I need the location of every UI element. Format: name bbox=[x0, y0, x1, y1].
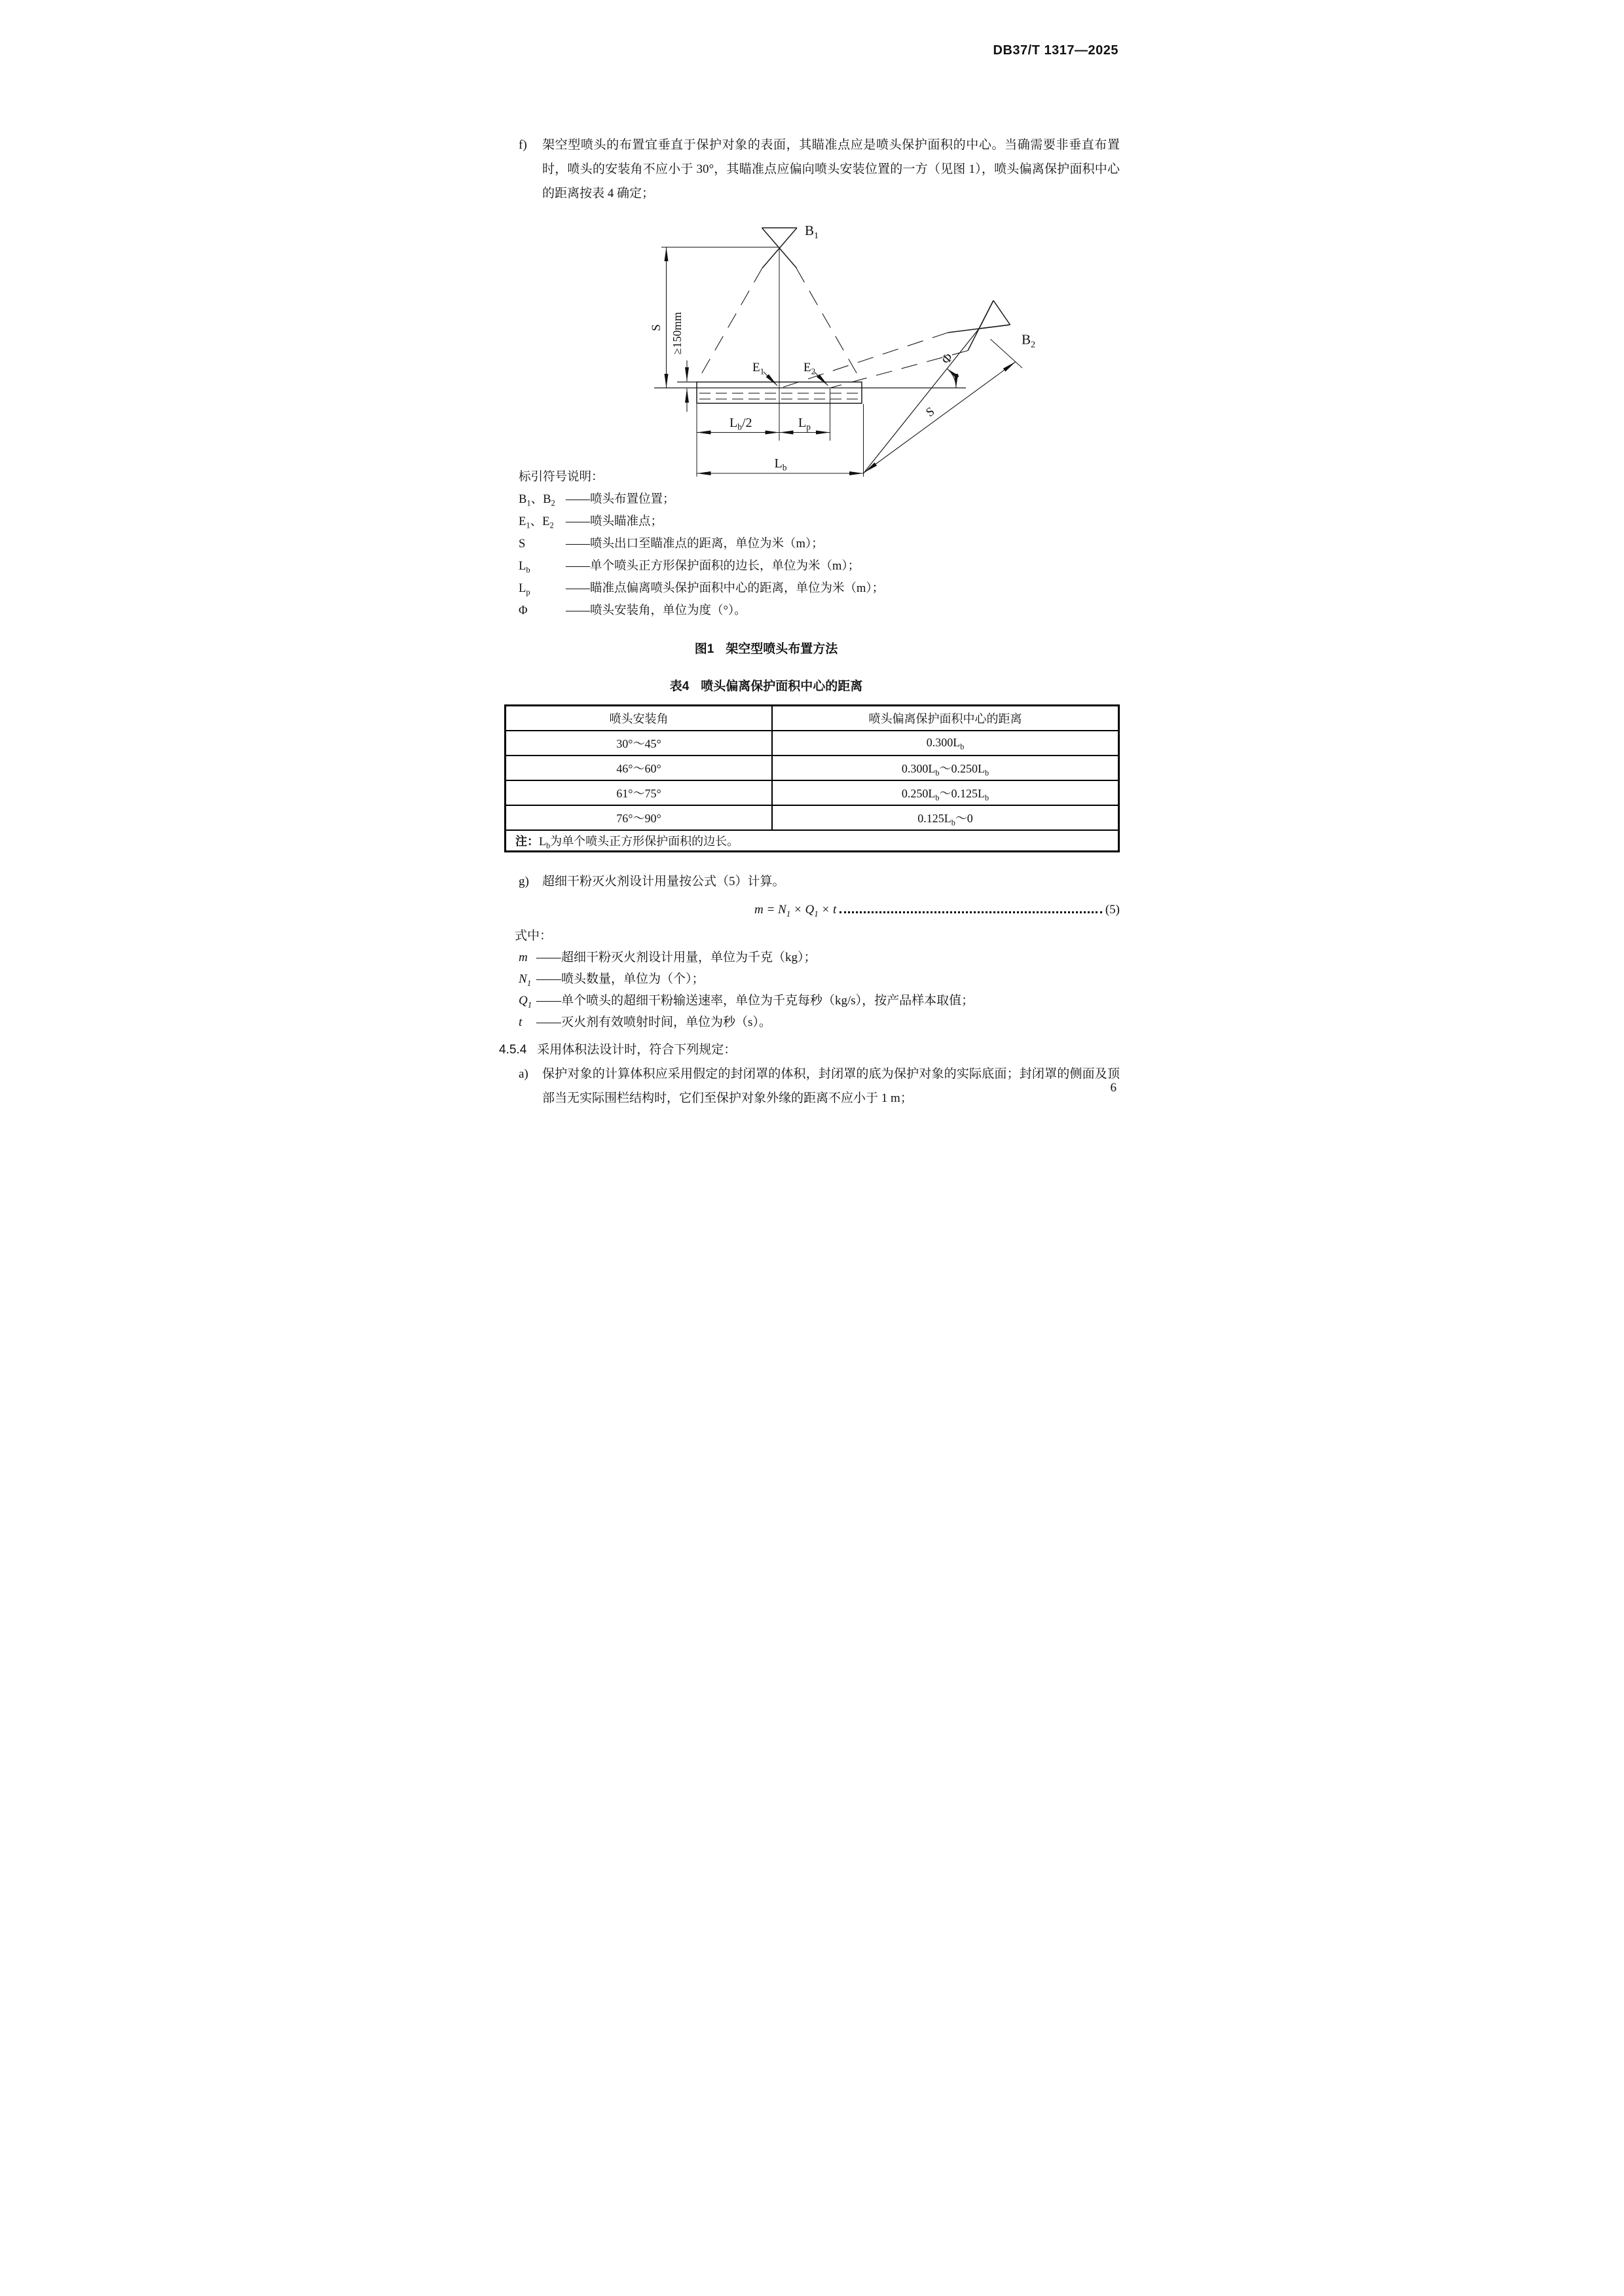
label-e1: $E_1$ bbox=[752, 361, 765, 376]
phi-angle-arc bbox=[947, 369, 956, 388]
cell-distance: $0.250L_b\sim 0.125L_b$ bbox=[772, 780, 1119, 805]
label-phi: Φ bbox=[938, 350, 956, 367]
legend-term: $L_b$ bbox=[519, 560, 530, 575]
cell-angle: 61°～75° bbox=[506, 780, 773, 805]
list-item-f-label: f) bbox=[519, 138, 527, 152]
table4-caption-title: 喷头偏离保护面积中心的距离 bbox=[701, 680, 863, 693]
legend-item-b bbox=[504, 488, 1120, 511]
table-header-distance: 喷头偏离保护面积中心的距离 bbox=[772, 706, 1119, 731]
list-item-g-text: 超细干粉灭火剂设计用量按公式（5）计算。 bbox=[542, 875, 785, 888]
cell-distance: $0.300L_b\sim 0.250L_b$ bbox=[772, 756, 1119, 780]
table-row bbox=[506, 756, 1119, 780]
legend-item-lp bbox=[504, 577, 1120, 600]
legend-desc: ——喷头布置位置； bbox=[566, 493, 675, 506]
label-e2: $E_2$ bbox=[803, 361, 816, 376]
legend-desc: ——单个喷头正方形保护面积的边长，单位为米（m）； bbox=[566, 560, 860, 573]
label-lp: $L_p$ bbox=[798, 416, 811, 432]
label-b1: $B_1$ bbox=[805, 223, 819, 241]
legend-title: 标引符号说明： bbox=[519, 471, 604, 484]
e1-leader-arrow bbox=[764, 372, 777, 386]
figure1-caption bbox=[458, 639, 1074, 657]
table-row bbox=[506, 731, 1119, 756]
formula-number: (5) bbox=[1105, 903, 1120, 917]
page-content bbox=[406, 133, 1218, 1110]
formula-expression: $m = N_1 \times Q_1 \times t$ bbox=[754, 903, 837, 919]
symbol-legend bbox=[504, 466, 1120, 622]
where-desc: ——单个喷头的超细干粉输送速率，单位为千克每秒（kg/s），按产品样本取值； bbox=[536, 994, 974, 1008]
where-item-n1 bbox=[504, 968, 1120, 990]
figure1-caption-title: 架空型喷头布置方法 bbox=[726, 642, 838, 656]
where-term: $N_1$ bbox=[519, 972, 532, 988]
s-diagonal-extension bbox=[991, 339, 1023, 368]
nozzle-b2-icon bbox=[948, 301, 1010, 351]
figure1-caption-label: 图1 bbox=[694, 642, 714, 656]
table-note-row bbox=[506, 830, 1119, 852]
table4 bbox=[504, 704, 1120, 852]
label-lb-half: $L_b/2$ bbox=[729, 416, 752, 432]
legend-term: Φ bbox=[519, 604, 528, 617]
legend-term: $B_1$、$B_2$ bbox=[519, 493, 555, 508]
table-header-angle: 喷头安装角 bbox=[506, 706, 773, 731]
where-item-t bbox=[504, 1011, 1120, 1033]
s-diagonal-dimension bbox=[864, 362, 1016, 473]
section-4-5-4 bbox=[499, 1038, 1120, 1062]
label-lb: $L_b$ bbox=[774, 456, 787, 473]
document-page bbox=[406, 0, 1218, 1148]
where-term: $Q_1$ bbox=[519, 994, 532, 1010]
legend-desc: ——喷头瞄准点； bbox=[566, 515, 663, 528]
e2-leader-arrow bbox=[815, 372, 828, 386]
list-item-a bbox=[504, 1062, 1120, 1110]
legend-item-s bbox=[504, 533, 1120, 555]
formula-5 bbox=[504, 899, 1120, 921]
table-row bbox=[506, 805, 1119, 830]
legend-term: $E_1$、$E_2$ bbox=[519, 515, 554, 530]
where-term: t bbox=[519, 1015, 523, 1029]
cell-angle: 46°～60° bbox=[506, 756, 773, 780]
where-term: m bbox=[519, 951, 528, 964]
where-item-m bbox=[504, 947, 1120, 968]
legend-term: $L_p$ bbox=[519, 582, 530, 597]
table-note-text: $L_b$为单个喷头正方形保护面积的边长。 bbox=[539, 834, 739, 850]
label-s-vertical: S bbox=[650, 324, 663, 331]
list-item-a-text: 保护对象的计算体积应采用假定的封闭罩的体积，封闭罩的底为保护对象的实际底面；封闭罩的侧面及顶部当无实际围栏结构时，它们至保护对象外缘的距离不应小于 1 m； bbox=[542, 1067, 1120, 1105]
list-item-f-text: 架空型喷头的布置宜垂直于保护对象的表面，其瞄准点应是喷头保护面积的中心。当确需要非垂直布置时，喷头的安装角不应小于 30°，其瞄准点应偏向喷头安装位置的一方（见图 1），喷头偏离保护面积中心的距离按表 4 确定； bbox=[542, 138, 1120, 200]
nozzle-arrangement-drawing bbox=[648, 215, 1077, 477]
b2-spray-cone bbox=[781, 333, 969, 388]
where-desc: ——灭火剂有效喷射时间，单位为秒（s）。 bbox=[536, 1015, 771, 1029]
legend-desc: ——喷头出口至瞄准点的距离，单位为米（m）； bbox=[566, 538, 824, 551]
label-s-diagonal: S bbox=[923, 404, 938, 420]
where-item-q1 bbox=[504, 990, 1120, 1011]
figure1-diagram bbox=[648, 215, 1077, 477]
table-header-row bbox=[506, 706, 1119, 731]
table-row bbox=[506, 780, 1119, 805]
list-item-f bbox=[504, 133, 1120, 206]
legend-item-phi bbox=[504, 600, 1120, 622]
table4-caption-label: 表4 bbox=[669, 680, 690, 693]
where-desc: ——喷头数量，单位为（个）； bbox=[536, 972, 705, 986]
page-number: 6 bbox=[1110, 1081, 1116, 1095]
list-item-g bbox=[504, 869, 1120, 894]
where-desc: ——超细干粉灭火剂设计用量，单位为千克（kg）； bbox=[536, 951, 817, 964]
list-item-a-label: a) bbox=[519, 1067, 528, 1081]
cell-angle: 30°～45° bbox=[506, 731, 773, 756]
section-number: 4.5.4 bbox=[499, 1043, 527, 1057]
cell-distance: $0.300L_b$ bbox=[772, 731, 1119, 756]
section-text: 采用体积法设计时，符合下列规定： bbox=[537, 1043, 737, 1057]
legend-desc: ——瞄准点偏离喷头保护面积中心的距离，单位为米（m）； bbox=[566, 582, 885, 595]
cell-distance: $0.125L_b\sim 0$ bbox=[772, 805, 1119, 830]
legend-item-e bbox=[504, 511, 1120, 533]
label-min-clearance: ≥150mm bbox=[671, 312, 684, 355]
table-note-label: 注： bbox=[515, 834, 539, 848]
table4-caption bbox=[458, 676, 1074, 694]
legend-term: S bbox=[519, 538, 526, 551]
cell-angle: 76°～90° bbox=[506, 805, 773, 830]
legend-item-lb bbox=[504, 555, 1120, 577]
formula-dotted-leader bbox=[840, 903, 1102, 913]
legend-desc: ——喷头安装角，单位为度（°）。 bbox=[566, 604, 747, 617]
table-note bbox=[506, 830, 1119, 852]
label-b2: $B_2$ bbox=[1022, 331, 1036, 350]
list-item-g-label: g) bbox=[519, 875, 529, 888]
standard-code-header: DB37/T 1317—2025 bbox=[993, 43, 1118, 58]
where-title: 式中： bbox=[515, 929, 553, 943]
